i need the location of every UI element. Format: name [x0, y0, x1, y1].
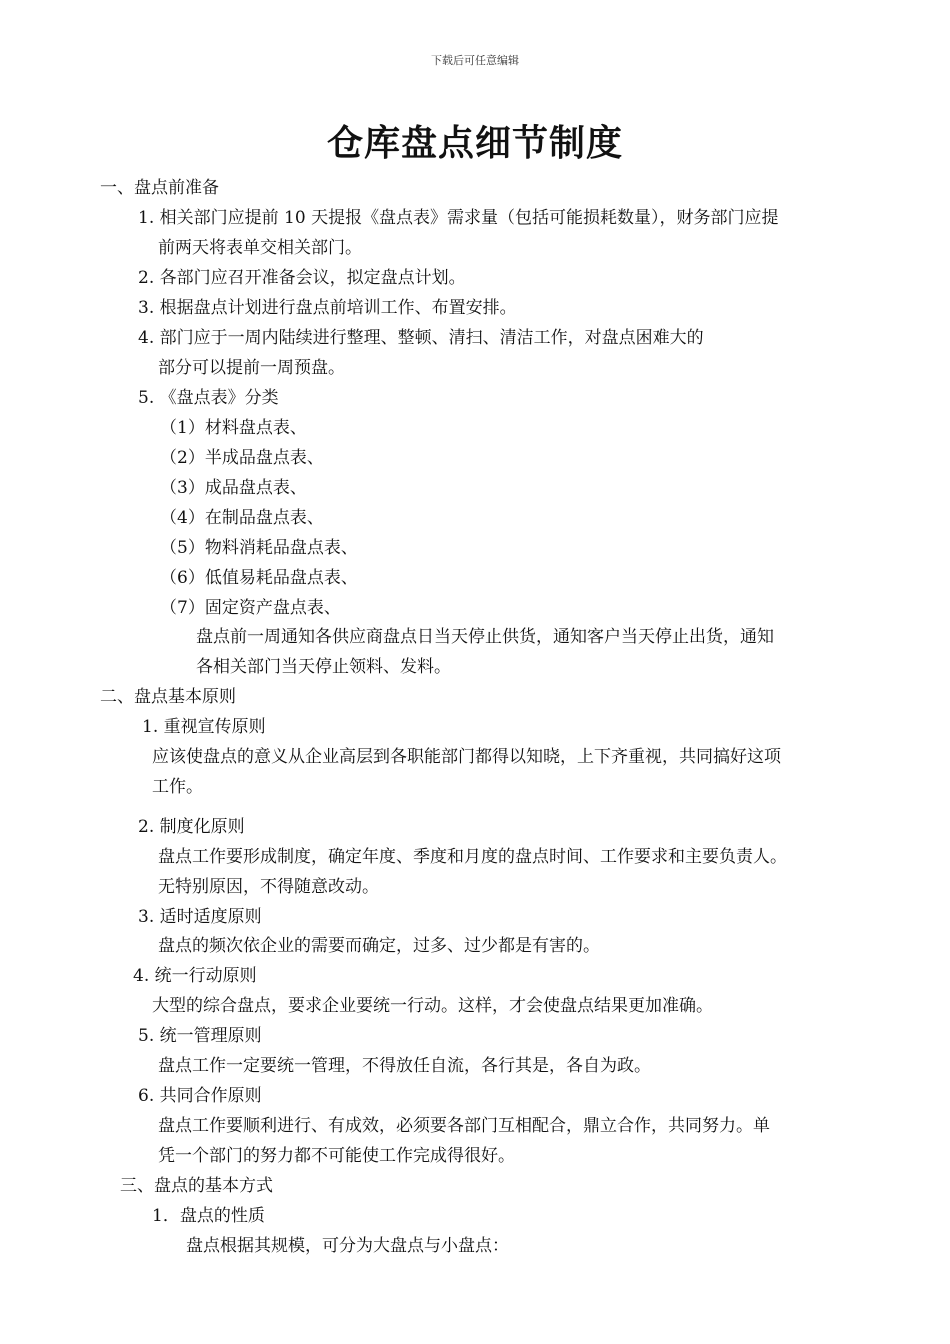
principle-1-title: 1. 重视宣传原则: [142, 717, 266, 737]
principle-5-line1: 盘点工作一定要统一管理，不得放任自流，各行其是，各自为政。: [158, 1056, 651, 1076]
list-item-3: 3. 根据盘点计划进行盘点前培训工作、布置安排。: [138, 298, 517, 318]
list-item-4-line1: 4. 部门应于一周内陆续进行整理、整顿、清扫、清洁工作，对盘点困难大的: [138, 328, 704, 348]
principle-4-title: 4. 统一行动原则: [133, 966, 257, 986]
list-item-4-line2: 部分可以提前一周预盘。: [158, 358, 345, 378]
list-item-1-line2: 前两天将表单交相关部门。: [158, 238, 362, 258]
method-1-title: 1．盘点的性质: [152, 1206, 265, 1226]
section-heading-2: 二、盘点基本原则: [100, 687, 236, 707]
principle-3-line1: 盘点的频次依企业的需要而确定，过多、过少都是有害的。: [158, 936, 600, 956]
list-item-2: 2. 各部门应召开准备会议，拟定盘点计划。: [138, 268, 466, 288]
principle-2-line1: 盘点工作要形成制度，确定年度、季度和月度的盘点时间、工作要求和主要负责人。: [158, 847, 787, 867]
section-heading-3: 三、盘点的基本方式: [120, 1176, 273, 1196]
sub-list-item: （5）物料消耗品盘点表、: [160, 538, 358, 558]
principle-4-line1: 大型的综合盘点，要求企业要统一行动。这样，才会使盘点结果更加准确。: [152, 996, 713, 1016]
list-item-1-line1: 1. 相关部门应提前 10 天提报《盘点表》需求量（包括可能损耗数量），财务部门应提: [138, 208, 779, 228]
list-item-5: 5. 《盘点表》分类: [138, 388, 279, 408]
sub-list-item: （2）半成品盘点表、: [160, 448, 324, 468]
principle-6-line1: 盘点工作要顺利进行、有成效，必须要各部门互相配合，鼎立合作，共同努力。单: [158, 1116, 770, 1136]
principle-1-line1: 应该使盘点的意义从企业高层到各职能部门都得以知晓，上下齐重视，共同搞好这项: [152, 747, 781, 767]
principle-6-title: 6. 共同合作原则: [138, 1086, 262, 1106]
principle-3-title: 3. 适时适度原则: [138, 907, 262, 927]
sub-list-item: （4）在制品盘点表、: [160, 508, 324, 528]
sub-list-item: （6）低值易耗品盘点表、: [160, 568, 358, 588]
notice-line2: 各相关部门当天停止领料、发料。: [196, 657, 451, 677]
sub-list-item: （3）成品盘点表、: [160, 478, 307, 498]
sub-list-item: （7）固定资产盘点表、: [160, 598, 341, 618]
page-header-note: 下载后可任意编辑: [431, 54, 519, 67]
principle-2-title: 2. 制度化原则: [138, 817, 245, 837]
section-heading-1: 一、盘点前准备: [100, 178, 219, 198]
principle-6-line2: 凭一个部门的努力都不可能使工作完成得很好。: [158, 1146, 515, 1166]
sub-list-item: （1）材料盘点表、: [160, 418, 307, 438]
principle-1-line2: 工作。: [152, 777, 203, 797]
principle-5-title: 5. 统一管理原则: [138, 1026, 262, 1046]
notice-line1: 盘点前一周通知各供应商盘点日当天停止供货，通知客户当天停止出货，通知: [196, 627, 774, 647]
principle-2-line2: 无特别原因，不得随意改动。: [158, 877, 379, 897]
method-1-line1: 盘点根据其规模，可分为大盘点与小盘点：: [186, 1236, 509, 1256]
document-title: 仓库盘点细节制度: [326, 122, 623, 164]
